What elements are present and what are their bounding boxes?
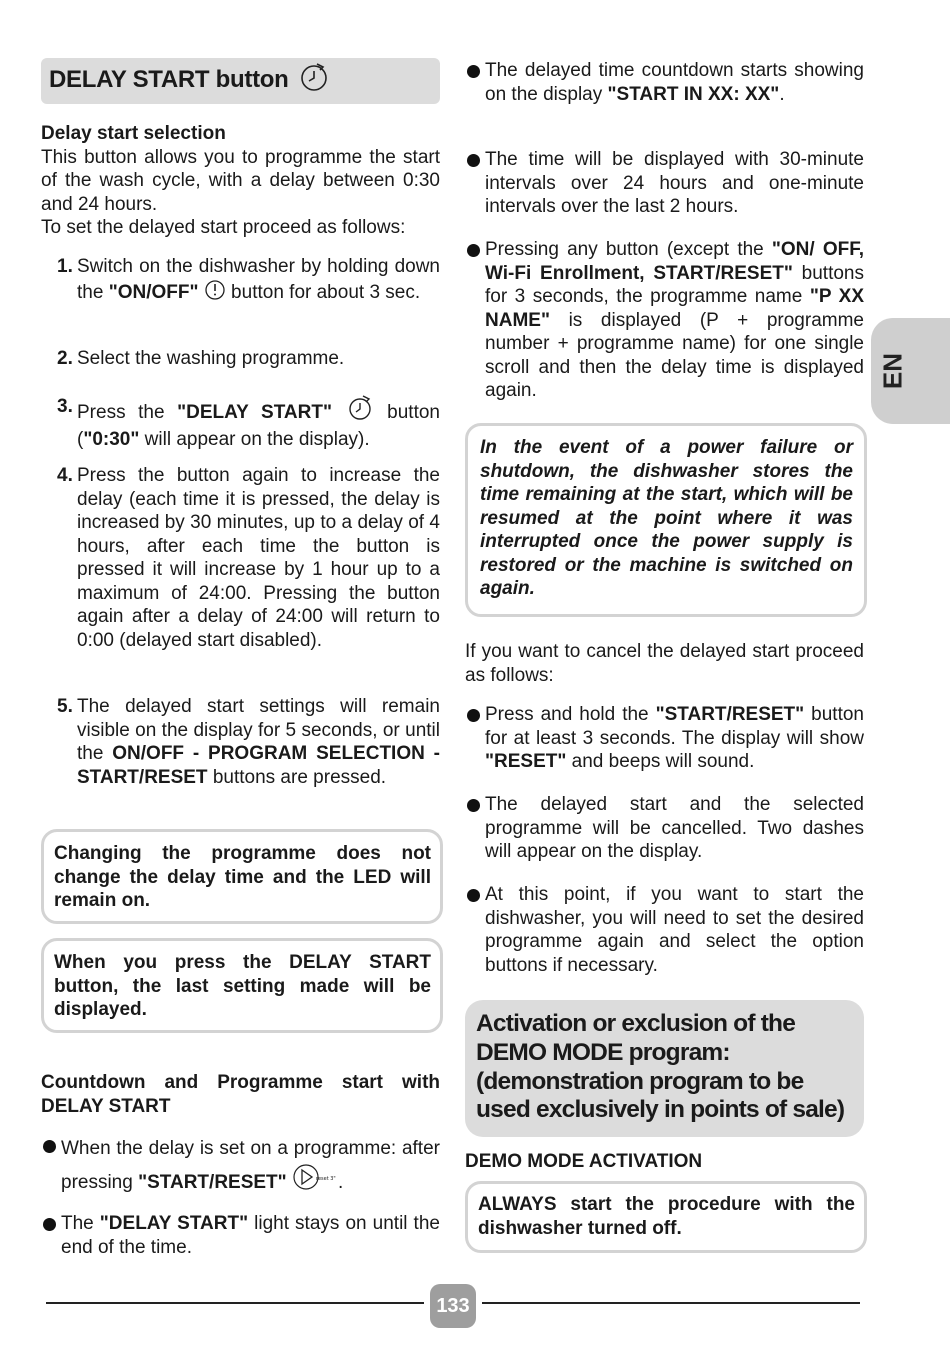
bullet-icon [467,799,480,812]
bullet-light-stays-on [41,1212,440,1259]
bullet-text: The [61,1213,100,1234]
intro-instruction: To set the delayed start proceed as follows: [41,217,406,238]
step-2 [41,347,440,371]
bullet-restart [465,883,864,977]
bullet-text: button for at least 3 seconds. The display will show [485,704,864,749]
bullet-icon [467,889,480,902]
step-number: 1. [57,256,73,277]
subhead-delay-start-selection: Delay start selection [41,123,226,144]
cancel-intro-text: If you want to cancel the delayed start proceed as follows: [465,641,864,686]
bullet-text: light stays on until the end of the time. [61,1213,440,1258]
note-last-setting [41,938,443,1033]
cancel-intro [465,640,864,687]
note-text: In the event of a power failure or shutdown, the dishwasher stores the time remaining at the start, which will be resumed at the point where it was interrupted once the power supply is restored or the machine is switched on again. [480,437,853,599]
countdown-section [41,1071,440,1118]
language-tab [871,318,950,424]
note-demo-procedure [465,1181,867,1253]
bullet-bold: "ON/ OFF, Wi-Fi Enrollment, START/RESET" [485,239,864,284]
bullet-time-intervals [465,148,864,219]
bullet-icon [467,244,480,257]
bullet-text: The delayed start and the selected programme will be cancelled. Two dashes will appear on the display. [485,794,864,862]
power-icon [204,279,226,308]
bullet-icon [467,709,480,722]
bullet-text: . [337,1172,344,1193]
bullet-bold: "START/RESET" [138,1172,287,1193]
step-text: Press the button again to increase the delay (each time it is pressed, the delay is increased by 30 minutes, up to a delay of 4 hours, after each time the button is pressed it will increase by 1 hour up to a maximum of 24:00. Pressing the button again after a delay of 24:00 will return to 0:00 (delayed start disabled). [77,465,440,651]
bullet-text: buttons for 3 seconds, the programme name [485,262,864,307]
step-4 [41,464,440,652]
bullet-bold: "RESET" [485,751,567,772]
bullet-any-button [465,238,864,403]
language-label: EN [877,352,908,390]
step-3 [41,395,440,451]
bullet-press-hold-reset [465,703,864,774]
bullet-text: The time will be displayed with 30-minute intervals over 24 hours and one-minute intervals over the last 2 hours. [485,149,864,217]
subhead-demo-activation: DEMO MODE ACTIVATION [465,1151,703,1172]
step-5 [41,695,440,789]
intro-paragraph: This button allows you to programme the start of the wash cycle, with a delay between 0:30 and 24 hours. [41,146,440,215]
bullet-cancelled [465,793,864,864]
bullet-icon [43,1218,56,1231]
step-text: will appear on the display). [139,428,370,450]
section-header-delay-start [41,58,440,104]
step-bold: "ON/OFF" [108,281,199,303]
page-number: 133 [430,1284,476,1328]
bullet-text: Press and hold the [485,704,656,725]
bullet-text: At this point, if you want to start the dishwasher, you will need to set the desired programme again and select the option buttons if necessary. [485,884,864,976]
note-text: Changing the programme does not change the delay time and the LED will remain on. [54,843,431,911]
step-text: Switch on the dishwasher by holding down the [77,256,440,303]
demo-mode-title: Activation or exclusion of the DEMO MODE program: (demonstration program to be used exclusively in points of sale) [476,1010,845,1124]
delay-clock-icon [299,62,329,99]
demo-mode-title-box [465,1000,864,1137]
footer-rule-right [482,1302,860,1304]
bullet-bold: "START IN XX: XX" [607,83,780,105]
bullet-text: . [779,83,785,105]
bullet-text: The delayed time countdown starts showing on the display [485,60,864,105]
step-bold: "DELAY START" [177,402,332,423]
step-text: buttons are pressed. [207,766,387,788]
bullet-bold: "DELAY START" [99,1213,249,1234]
step-bold: "0:30" [83,428,140,450]
bullet-bold: "START/RESET" [655,704,805,725]
bullet-countdown-display [465,59,864,106]
bullet-icon [43,1140,56,1153]
note-text: ALWAYS start the procedure with the dishwasher turned off. [478,1194,855,1239]
bullet-bold: "P XX NAME" [485,286,865,331]
bullet-delay-set [41,1134,440,1200]
step-text: Press the [77,402,178,423]
step-number: 2. [57,348,73,369]
bullet-icon [467,154,480,167]
footer-rule-left [46,1302,424,1304]
step-text: button ( [77,402,440,450]
note-text: When you press the DELAY START button, the last setting made will be displayed. [54,952,431,1020]
subhead-countdown: Countdown and Programme start with DELAY START [41,1072,440,1117]
note-power-failure [465,423,867,617]
start-reset-icon [292,1163,338,1200]
step-text: Select the washing programme. [77,348,345,369]
bullet-text: When the delay is set on a programme: after pressing [61,1138,440,1193]
delay-clock-icon [345,395,375,428]
step-number: 3. [57,396,73,417]
bullet-text: is displayed (P + programme number + programme name) for one single scroll and then the delay time is displayed again. [485,309,864,401]
step-bold: ON/OFF - PROGRAM SELECTION - START/RESET [77,743,440,788]
bullet-text: Pressing any button (except the [485,239,772,260]
step-number: 5. [57,696,73,717]
svg-text:reset 3": reset 3" [315,1176,336,1182]
step-number: 4. [57,465,73,486]
step-text: The delayed start settings will remain visible on the display for 5 seconds, or until the [77,696,440,764]
bullet-icon [467,65,480,78]
step-text: button for about 3 sec. [225,281,421,303]
step-1 [41,255,440,307]
bullet-text: and beeps will sound. [566,751,755,772]
note-programme-change [41,829,443,924]
section-title: DELAY START button [49,66,289,93]
